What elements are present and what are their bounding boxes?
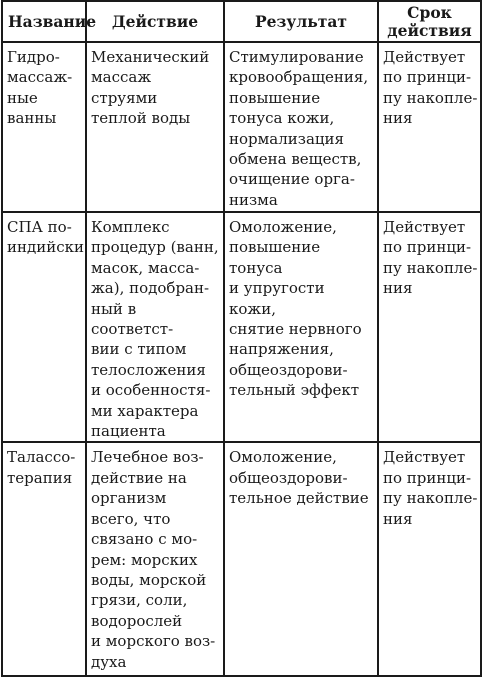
- cell-duration: Действует по принци- пу накопле- ния: [378, 212, 481, 442]
- header-name: Название: [2, 1, 86, 42]
- header-result: Результат: [224, 1, 378, 42]
- cell-result: Омоложение, общеоздорови- тельное действие: [224, 442, 378, 676]
- table-row: [2, 442, 481, 676]
- cell-action: Лечебное воз- действие на организм всего, что связано с мо- рем: морских воды, морской грязи, соли, водорослей и морского воз- духа: [86, 442, 224, 676]
- table-header-row: [2, 1, 481, 42]
- cell-name: СПА по- индийски: [2, 212, 86, 442]
- cell-name: Гидро- массаж- ные ванны: [2, 42, 86, 212]
- cell-action: Механический массаж струями теплой воды: [86, 42, 224, 212]
- cell-result: Омоложение, повышение тонуса и упругости кожи, снятие нервного напряжения, общеоздорови- тельный эффект: [224, 212, 378, 442]
- header-action: Действие: [86, 1, 224, 42]
- spa-procedures-table: [1, 0, 482, 677]
- table-row: [2, 42, 481, 212]
- header-duration: Срок действия: [378, 1, 481, 42]
- cell-result: Стимулирование кровообращения, повышение тонуса кожи, нормализация обмена веществ, очищение орга- низма: [224, 42, 378, 212]
- table-row: [2, 212, 481, 442]
- cell-name: Талассо- терапия: [2, 442, 86, 676]
- cell-duration: Действует по принци- пу накопле- ния: [378, 42, 481, 212]
- cell-duration: Действует по принци- пу накопле- ния: [378, 442, 481, 676]
- cell-action: Комплекс процедур (ванн, масок, масса- жа), подобран- ный в соответст- вии с типом телосложения и особенностя- ми характера пациента: [86, 212, 224, 442]
